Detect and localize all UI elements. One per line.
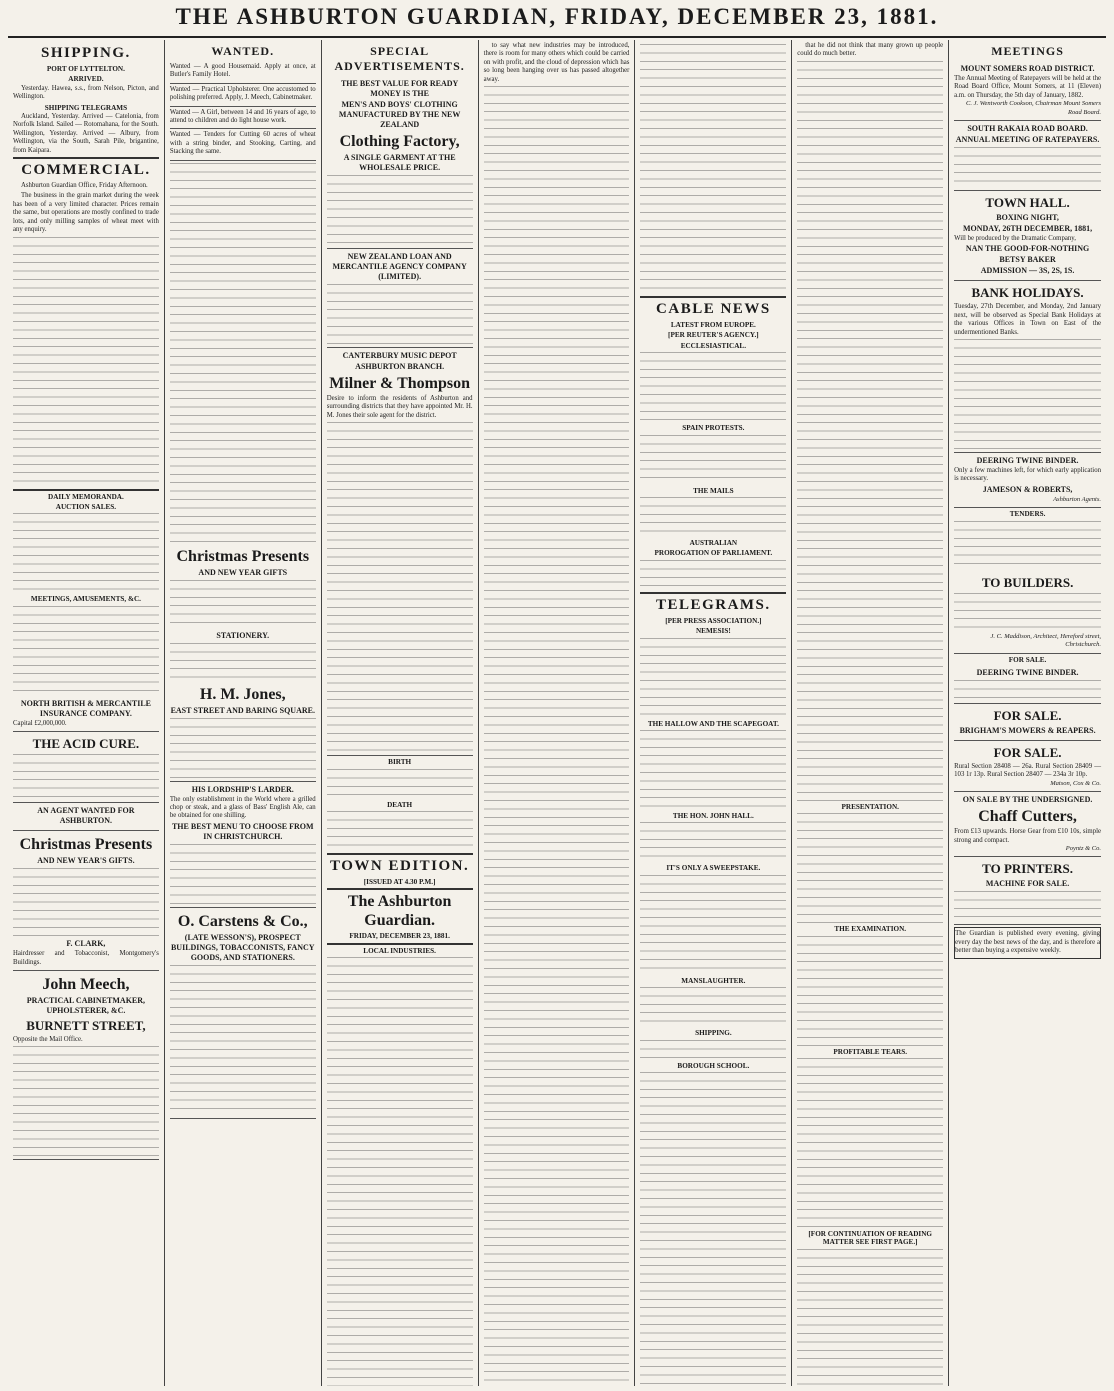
shipping-text-2	[640, 1040, 786, 1060]
jones-text	[170, 718, 316, 778]
for-sale-heading: FOR SALE.	[1008, 655, 1047, 664]
larder-heading: HIS LORDSHIP'S LARDER.	[191, 784, 294, 794]
larder-text	[170, 844, 316, 904]
nz-loan-text	[327, 284, 473, 344]
admission: ADMISSION — 3S, 2S, 1S.	[980, 266, 1075, 276]
printers-ad	[954, 857, 1101, 925]
wanted-heading: WANTED.	[211, 44, 275, 58]
arrived-label: ARRIVED.	[68, 75, 104, 84]
birth-text	[327, 769, 473, 799]
bank-holidays-text: Tuesday, 27th December, and Monday, 2nd January next, will be observed as Special Bank Holidays at the various Offices in Town on East of the undermentioned Banks.	[954, 303, 1101, 336]
jones-sub: EAST STREET AND BARING SQUARE.	[170, 705, 315, 715]
john-meech-body	[13, 1046, 159, 1156]
guardian-notice-box	[954, 927, 1101, 958]
value-line: THE BEST VALUE FOR READY MONEY IS THE	[340, 79, 459, 98]
clark-name: F. CLARK,	[66, 939, 106, 949]
commercial-text: The business in the grain market during the week has been of a very limited character. Prices remain the same, but operations are mostly confined to trade lots, and only milling samples of wheat meet with any enquiry.	[13, 192, 159, 234]
bank-list-text	[954, 339, 1101, 449]
wanted-ad-2-text: Wanted — Practical Upholsterer. One accustomed to polishing preferred. Apply, J. Meech, Cabinetmaker.	[169, 85, 316, 102]
manslaughter-text	[640, 987, 786, 1027]
profitable-tears-text	[797, 1058, 943, 1228]
nz-loan-heading: NEW ZEALAND LOAN AND MERCANTILE AGENCY COMPANY (LIMITED).	[332, 252, 467, 281]
ecclesiastical-heading: ECCLESIASTICAL.	[680, 341, 746, 350]
nz-loan-ad	[327, 249, 473, 348]
acid-cure-text	[13, 754, 159, 799]
christmas-presents-sub: AND NEW YEAR'S GIFTS.	[37, 856, 135, 866]
carstens-heading: O. Carstens & Co.,	[177, 912, 308, 930]
john-hall-heading: THE HON. JOHN HALL.	[672, 812, 754, 821]
column-6-top-text	[797, 61, 943, 801]
australian-heading: AUSTRALIAN	[689, 539, 738, 548]
on-sale: ON SALE BY THE UNDERSIGNED.	[962, 795, 1093, 805]
sweepstake-heading: IT'S ONLY A SWEEPSTAKE.	[666, 864, 761, 873]
bank-holidays-heading: BANK HOLIDAYS.	[971, 285, 1084, 301]
divider	[327, 943, 473, 945]
acid-cure-heading: THE ACID CURE.	[32, 736, 140, 752]
mount-somers-sign: C. J. Wentworth Cookson, Chairman Mount Somers Road Board.	[966, 100, 1101, 116]
boxing-night: BOXING NIGHT,	[996, 213, 1059, 223]
tenders-heading: TENDERS.	[1009, 510, 1046, 519]
for-sale-ad-2	[954, 704, 1101, 741]
death-text	[327, 811, 473, 851]
shipping-heading: SHIPPING.	[41, 45, 131, 61]
sweepstake-text	[640, 875, 786, 975]
agent-wanted-ad	[13, 803, 159, 831]
column-7	[949, 40, 1106, 1386]
music-depot-heading: CANTERBURY MUSIC DEPOT	[342, 351, 457, 360]
town-hall-ad	[954, 191, 1101, 281]
cable-agency: [PER REUTER'S AGENCY.]	[668, 331, 759, 340]
prorogation-text	[640, 560, 786, 590]
divider	[13, 489, 159, 491]
christmas-presents-text-2	[170, 580, 316, 630]
music-depot-body	[327, 422, 473, 752]
divider	[13, 157, 159, 159]
to-builders-text	[954, 593, 1101, 633]
manslaughter-heading: MANSLAUGHTER.	[681, 976, 746, 985]
divider	[640, 296, 786, 298]
continuation-note: [FOR CONTINUATION OF READING MATTER SEE FIRST PAGE.]	[808, 1230, 932, 1247]
north-british-title: NORTH BRITISH & MERCANTILE INSURANCE COMPANY.	[20, 698, 152, 718]
divider	[640, 592, 786, 594]
tenders-text	[954, 521, 1101, 571]
matson-sign: Matson, Cox & Co.	[1050, 779, 1101, 787]
guardian-notice: The Guardian is published every evening, giving every day the best news of the day, and is therefore a better than buying a expensive weekly.	[955, 930, 1100, 955]
machine-sale: MACHINE FOR SALE.	[985, 879, 1070, 889]
christmas-presents-ad-2	[170, 543, 316, 782]
wanted-ad-1-text: Wanted — A good Housemaid. Apply at once, at Butler's Family Hotel.	[169, 63, 316, 79]
town-edition-heading: TOWN EDITION.	[330, 858, 470, 875]
mails-text	[640, 497, 786, 537]
carstens-sub: (LATE WESSON'S), PROSPECT BUILDINGS, TOBACCONISTS, FANCY GOODS, AND STATIONERS.	[170, 932, 315, 962]
christmas-presents-ad-1	[13, 831, 159, 971]
presentation-text	[797, 813, 943, 923]
printers-heading: TO PRINTERS.	[982, 861, 1073, 877]
commercial-column-text	[13, 237, 159, 487]
brighams-heading: BRIGHAM'S MOWERS & REAPERS.	[959, 725, 1096, 735]
john-meech-street: BURNETT STREET,	[26, 1017, 146, 1033]
column-6-bottom-text	[797, 1249, 943, 1386]
arrived-text: Yesterday. Hawea, s.s., from Nelson, Picton, and Wellington.	[13, 84, 159, 101]
chaff-text: From £13 upwards. Horse Gear from £10 10s, simple strong and compact.	[954, 828, 1101, 844]
column-3	[322, 40, 479, 1386]
clothing-factory-text	[327, 175, 473, 245]
wanted-ad-3	[170, 107, 316, 130]
prorogation-heading: PROROGATION OF PARLIAMENT.	[654, 549, 773, 558]
clothing-line: MEN'S AND BOYS' CLOTHING MANUFACTURED BY THE NEW ZEALAND	[338, 100, 461, 129]
clark-trade: Hairdresser and Tobacconist, Montgomery's Buildings.	[13, 950, 159, 966]
wanted-ad-2	[170, 84, 316, 107]
jones-heading: H. M. Jones,	[199, 685, 286, 703]
clothing-factory-heading: Clothing Factory,	[339, 133, 460, 150]
for-sale-ad-3	[954, 741, 1101, 792]
play-title: NAN THE GOOD-FOR-NOTHING	[965, 244, 1090, 254]
local-industries-continued: to say what new industries may be introduced, there is room for many others which could be carried on with profit, and the cloud of depression which has so long been hanging over us has passed altogether away.	[483, 42, 630, 83]
wanted-column-text	[170, 163, 316, 543]
spain-heading: SPAIN PROTESTS.	[682, 424, 745, 433]
columns	[8, 40, 1106, 1386]
acid-cure-ad	[13, 732, 159, 803]
paper-title: The Ashburton Guardian.	[347, 893, 452, 930]
to-builders-heading: TO BUILDERS.	[981, 574, 1074, 590]
column-6	[792, 40, 949, 1386]
column-4-text	[484, 86, 630, 1386]
dramatic-company: Will be produced by the Dramatic Company,	[954, 235, 1076, 243]
rural-sections: Rural Section 28408 — 26a. Rural Section 28409 — 103 1r 13p. Rural Section 28407 — 234a 3r 10p.	[954, 762, 1101, 779]
larder-sub: The only establishment in the World where a grilled chop or steak, and a glass of Bass' English Ale, can be obtained for one shilling.	[169, 795, 316, 820]
chaff-cutters-ad	[954, 792, 1101, 857]
annual-meeting: ANNUAL MEETING OF RATEPAYERS.	[955, 135, 1100, 145]
christmas-presents-sub-2: AND NEW YEAR GIFTS	[198, 567, 288, 577]
death-heading: DEATH	[387, 800, 413, 809]
auction-list-text	[13, 513, 159, 593]
betsy-baker: BETSY BAKER	[999, 255, 1056, 265]
local-industries-text	[327, 957, 473, 1386]
wanted-ad-3-text: Wanted — A Girl, between 14 and 16 years of age, to attend to children and do light house work.	[169, 108, 316, 125]
stationery-heading: STATIONERY.	[216, 630, 270, 640]
clothing-factory-ad	[327, 76, 473, 249]
dering-text: Only a few machines left, for which early application is necessary.	[954, 467, 1101, 483]
dering-binder-ad	[954, 453, 1101, 508]
local-industries-heading: LOCAL INDUSTRIES.	[363, 946, 436, 955]
meetings-list-text	[13, 606, 159, 696]
borough-school-text	[640, 1072, 786, 1386]
port-heading: PORT OF LYTTELTON.	[46, 65, 125, 73]
dering-sale-heading: DEERING TWINE BINDER.	[976, 667, 1079, 677]
john-meech-ad	[13, 971, 159, 1160]
christmas-presents-heading: Christmas Presents	[19, 836, 153, 854]
ecclesiastical-text	[640, 352, 786, 422]
mails-heading: THE MAILS	[693, 486, 734, 495]
presentation-heading: PRESENTATION.	[841, 802, 899, 811]
john-meech-text: Opposite the Mail Office.	[13, 1035, 83, 1043]
column-6-lead: that he did not think that many grown up people could do much better.	[797, 42, 944, 58]
meetings-heading: MEETINGS	[991, 44, 1064, 58]
john-meech-heading: John Meech,	[42, 975, 130, 993]
dering-heading: DEERING TWINE BINDER.	[976, 456, 1079, 466]
column-4	[479, 40, 636, 1386]
mount-somers-text: The Annual Meeting of Ratepayers will be held at the Road Board Office, Mount Somers, at 11 (Eleven) a.m. on Thursday, the 5th day of January, 1882.	[954, 75, 1101, 99]
meetings-amusements-heading: MEETINGS, AMUSEMENTS, &C.	[30, 595, 141, 604]
stationery-text	[170, 643, 316, 683]
jameson-roberts: JAMESON & ROBERTS,	[982, 484, 1073, 494]
monday-date: MONDAY, 26TH DECEMBER, 1881,	[962, 224, 1093, 234]
spain-text	[640, 435, 786, 485]
christmas-presents-text	[13, 868, 159, 938]
masthead-rule	[8, 36, 1106, 38]
telegrams-sub: [PER PRESS ASSOCIATION.]	[665, 616, 762, 625]
dering-sale-text	[954, 680, 1101, 700]
jameson-sub: Ashburton Agents.	[1053, 495, 1101, 503]
north-british-ad	[13, 696, 159, 732]
column-5	[635, 40, 792, 1386]
chaff-heading: Chaff Cutters,	[978, 808, 1077, 826]
john-hall-text	[640, 822, 786, 862]
shipping-telegrams-heading: SHIPPING TELEGRAMS	[44, 103, 128, 112]
to-builders-ad	[954, 571, 1101, 654]
wanted-ad-1	[170, 61, 316, 84]
cable-news-sub: LATEST FROM EUROPE.	[670, 321, 756, 329]
examination-heading: THE EXAMINATION.	[834, 925, 907, 934]
daily-memoranda-heading: DAILY MEMORANDA.	[48, 492, 124, 501]
divider	[327, 888, 473, 890]
shipping-telegrams-text: Auckland, Yesterday. Arrived — Catelonia, from Norfolk Island. Sailed — Rotomahana, for the South. Wellington, Yesterday. Arrived — Albury, from Wellington, via the South, Sarah Pile, brigantine, from Kaipara.	[13, 113, 159, 154]
bank-holidays-ad	[954, 281, 1101, 453]
john-meech-trade: PRACTICAL CABINETMAKER, UPHOLSTERER, &C.	[26, 995, 146, 1015]
single-garment: A SINGLE GARMENT AT THE WHOLESALE PRICE.	[343, 153, 456, 172]
auction-sales-heading: AUCTION SALES.	[55, 502, 117, 511]
carstens-text	[170, 965, 316, 1115]
carstens-ad	[170, 908, 316, 1119]
larder-menu: THE BEST MENU TO CHOOSE FROM IN CHRISTCHURCH.	[171, 821, 314, 841]
christmas-presents-heading-2: Christmas Presents	[176, 547, 310, 565]
music-depot-branch: ASHBURTON BRANCH.	[355, 362, 445, 371]
town-hall-heading: TOWN HALL.	[985, 195, 1070, 211]
music-depot-ad	[327, 348, 473, 756]
printers-text	[954, 891, 1101, 921]
wanted-ad-4	[170, 129, 316, 160]
divider	[327, 853, 473, 855]
masthead	[0, 0, 1114, 34]
newspaper-title: THE ASHBURTON GUARDIAN, FRIDAY, DECEMBER 23, 1881.	[175, 4, 939, 29]
nemesis-text	[640, 638, 786, 718]
lordship-larder-ad	[170, 782, 316, 908]
nemesis-heading: NEMESIS!	[695, 627, 731, 636]
examination-text	[797, 936, 943, 1046]
commercial-heading: COMMERCIAL.	[21, 162, 151, 179]
milner-heading: Milner & Thompson	[329, 375, 471, 392]
milner-text: Desire to inform the residents of Ashburton and surrounding districts that they have appointed Mr. H. M. Jones their sole agent for the district.	[326, 395, 473, 419]
cable-news-heading: CABLE NEWS	[656, 301, 771, 317]
mount-somers-heading: MOUNT SOMERS ROAD DISTRICT.	[960, 64, 1095, 73]
shipping-heading-2: SHIPPING.	[695, 1029, 732, 1038]
paper-date: FRIDAY, DECEMBER 23, 1881.	[349, 932, 450, 941]
hallow-text	[640, 730, 786, 810]
for-sale-heading-2: FOR SALE.	[993, 707, 1062, 723]
column-2	[165, 40, 322, 1386]
column-1	[8, 40, 165, 1386]
poyntz-sign: Poyntz & Co.	[1065, 844, 1101, 852]
for-sale-heading-3: FOR SALE.	[993, 744, 1062, 760]
wanted-ad-4-text: Wanted — Tenders for Cutting 60 acres of wheat with a string binder, and Stooking, Carting, and Stacking the same.	[169, 131, 316, 156]
borough-school-heading: BOROUGH SCHOOL.	[677, 1061, 750, 1070]
mount-somers-ad	[954, 61, 1101, 121]
hallow-heading: THE HALLOW AND THE SCAPEGOAT.	[647, 719, 779, 728]
dering-sale-ad	[954, 665, 1101, 704]
special-ads-heading: SPECIAL ADVERTISEMENTS.	[334, 44, 465, 73]
agent-wanted-heading: AN AGENT WANTED FOR ASHBURTON.	[37, 806, 135, 826]
south-rakaia-ad	[954, 121, 1101, 191]
town-edition-sub: [ISSUED AT 4.30 P.M.]	[363, 878, 436, 887]
birth-heading: BIRTH	[388, 758, 412, 767]
south-rakaia-text	[954, 147, 1101, 187]
north-british-capital: Capital £2,000,000.	[13, 719, 67, 727]
column-5-top-text	[640, 44, 786, 294]
maddison-sign: J. C. Maddison, Architect, Hereford street, Christchurch.	[990, 632, 1101, 649]
south-rakaia-heading: SOUTH RAKAIA ROAD BOARD.	[967, 124, 1088, 134]
telegrams-heading: TELEGRAMS.	[656, 596, 771, 613]
commercial-intro: Ashburton Guardian Office, Friday Afternoon.	[21, 182, 148, 190]
profitable-tears-heading: PROFITABLE TEARS.	[833, 1047, 908, 1056]
